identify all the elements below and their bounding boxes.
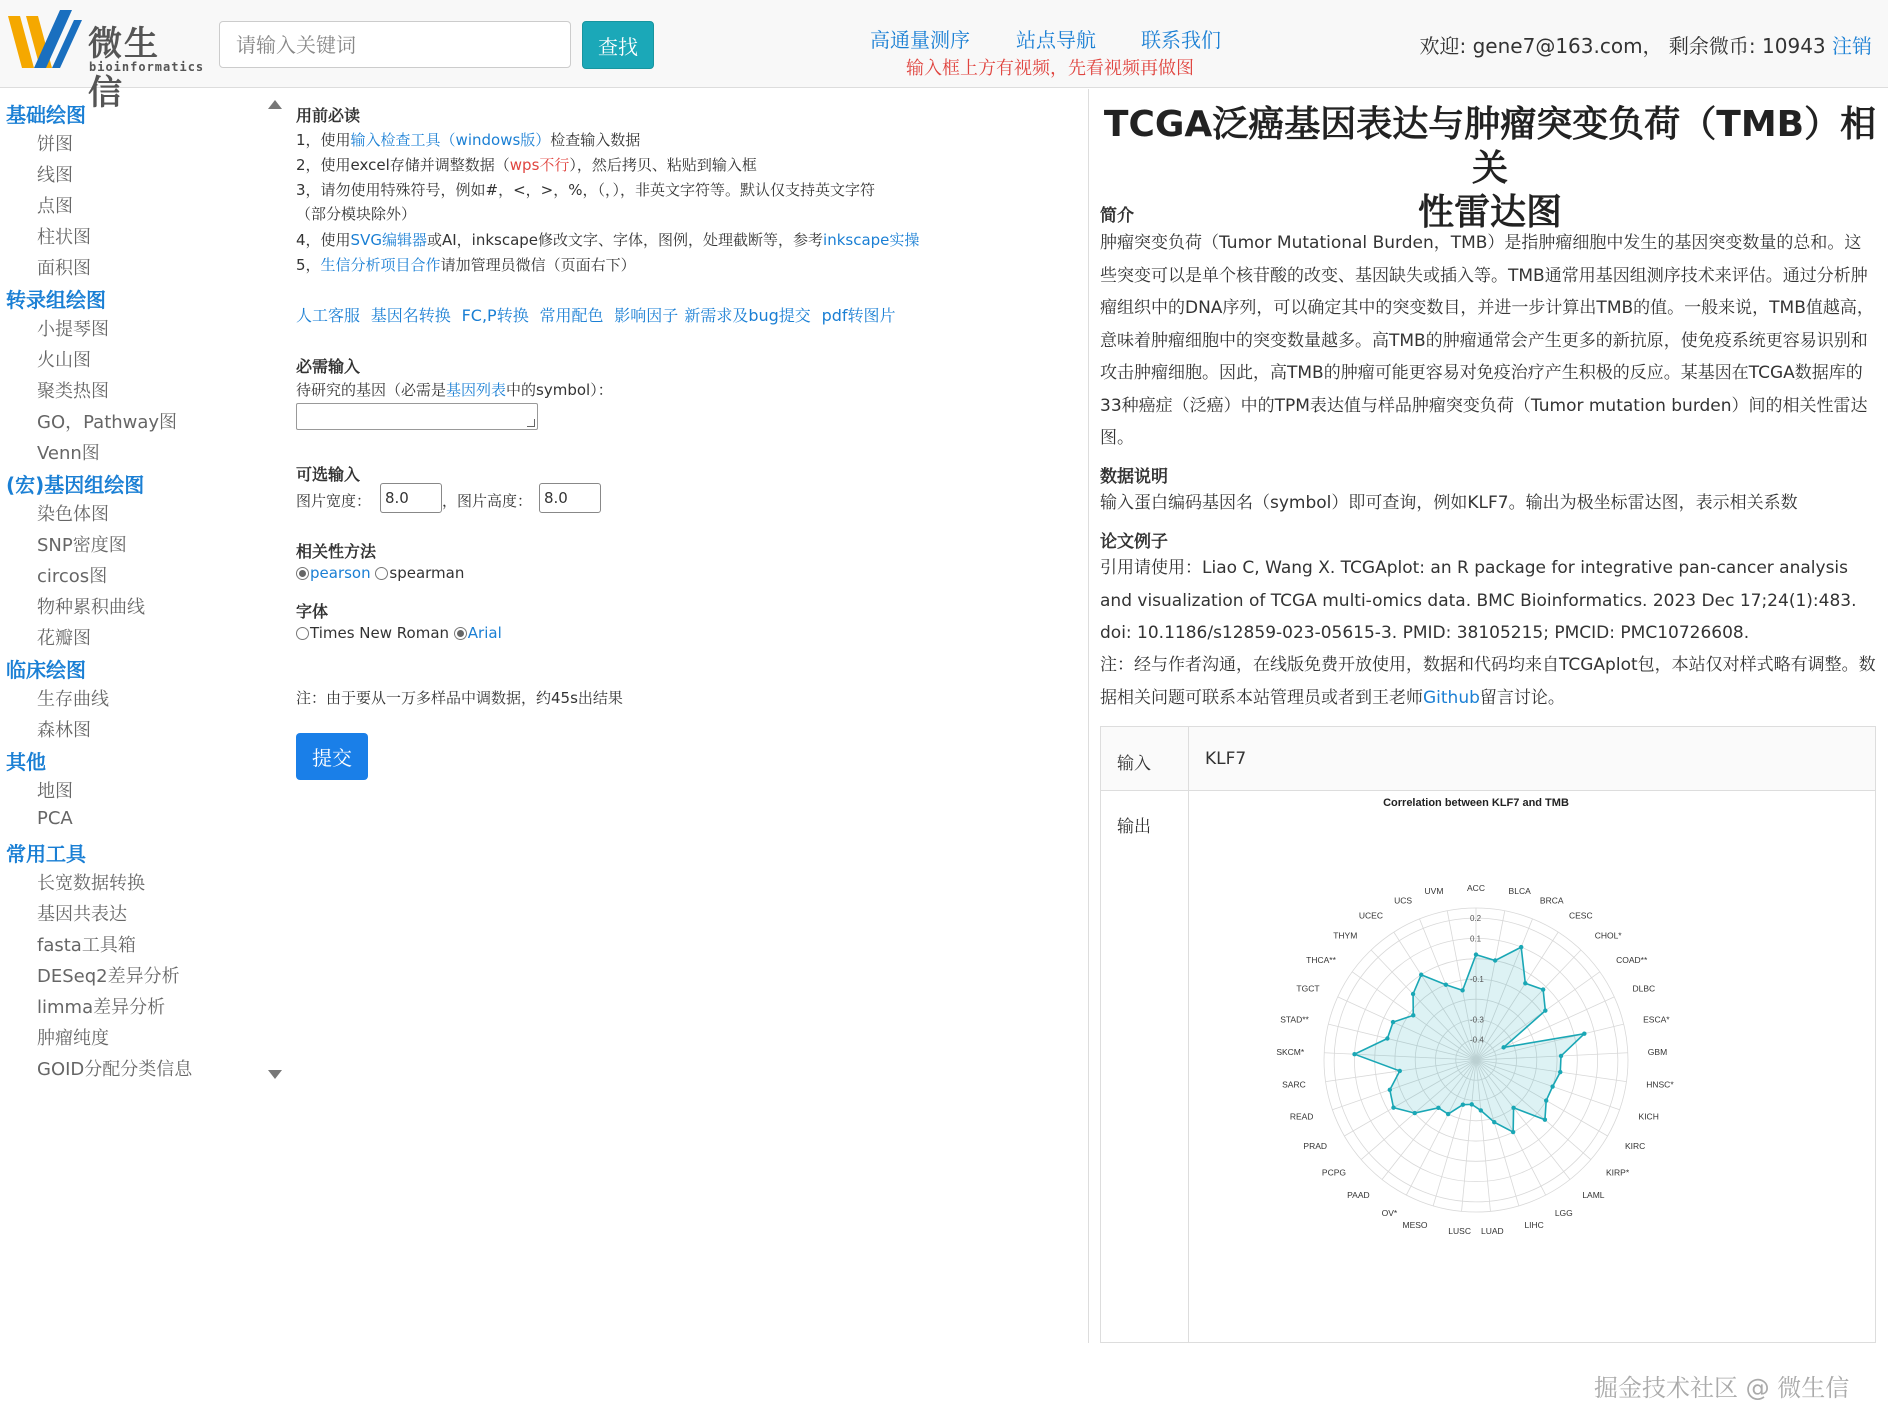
must-read-title: 用前必读 [296,106,361,125]
quick-link-pdf[interactable]: pdf转图片 [821,306,896,325]
sidebar-item-species-curve[interactable]: 物种累积曲线 [37,597,145,618]
category-label: STAD** [1280,1014,1309,1025]
sidebar-section-clinical[interactable]: 临床绘图 [6,658,86,682]
inkscape-link[interactable]: inkscape实操 [823,231,920,249]
tnr-label[interactable]: Times New Roman [310,624,450,642]
data-point-hnsc [1558,1070,1562,1074]
usage-note-suffix: 留言讨论。 [1479,687,1565,708]
sidebar-item-snp[interactable]: SNP密度图 [37,535,127,556]
spearman-radio[interactable] [375,567,388,580]
method-title: 相关性方法 [296,542,377,561]
rule-3: 3，请勿使用特殊符号，例如#，<，>，%，（，），非英文字符等。默认仅支持英文字符 [296,181,876,199]
scroll-down-icon[interactable] [268,1070,282,1079]
sidebar-section-basic[interactable]: 基础绘图 [6,103,86,127]
width-label: 图片宽度： [296,492,372,510]
tick-label: -0.3 [1470,1015,1484,1025]
data-point-stad [1385,1036,1389,1040]
required-input-desc [296,379,613,400]
sidebar-item-survival[interactable]: 生存曲线 [37,689,109,710]
sidebar-item-fasta[interactable]: fasta工具箱 [37,935,136,956]
data-point-thca [1411,1013,1415,1017]
category-label: GBM [1647,1046,1668,1057]
input-value: KLF7 [1205,749,1247,769]
data-point-laml [1511,1106,1515,1110]
rule-2 [296,154,757,175]
category-label: PAAD [1347,1190,1370,1201]
quick-link-fcp[interactable]: FC,P转换 [461,306,529,325]
category-label: KICH [1638,1111,1659,1122]
sidebar-item-violin[interactable]: 小提琴图 [37,319,109,340]
input-label: 输入 [1117,754,1151,774]
data-point-kich [1550,1084,1554,1088]
sidebar-section-genome[interactable]: (宏)基因组绘图 [6,473,145,497]
input-form [296,89,1086,1339]
category-label: PCPG [1321,1167,1347,1178]
search-input[interactable] [219,21,571,68]
rule-1 [296,129,640,150]
font-options [296,624,502,642]
category-label: LUSC [1448,1226,1471,1237]
intro-text: 肿瘤突变负荷（Tumor Mutational Burden，TMB）是指肿瘤细胞中发生的基因突变数量的总和。这些突变可以是单个核苷酸的改变、基因缺失或插入等。TMB通常用基因组测序技术来评估。通过分析肿瘤组织中的DNA序列，可以确定其中的突变数目，并进一步计算出TMB的值。一般来说，TMB值越高，意味着肿瘤细胞中的突变数量越多。高TMB的肿瘤通常会产生更多的新抗原，使免疫系统更容易识别和攻击肿瘤细胞。因此，高TMB的肿瘤可能更容易对免疫治疗产生积极的反应。某基因在TCGA数据库的33种癌症（泛癌）中的TPM表达值与样品肿瘤突变负荷（Tumor mutation burden）间的相关性雷达图。 [1100,233,1874,448]
usage-note-prefix: 注：经与作者沟通，在线版免费开放使用，数据和代码均来自TCGAplot包，本站仅对样式略有调整。数据相关问题可联系本站管理员或者到王老师 [1100,655,1876,708]
quick-link-colors[interactable]: 常用配色 [539,306,604,325]
category-label: OV* [1381,1207,1398,1218]
svg-editor-link[interactable]: SVG编辑器 [350,231,427,249]
data-point-skcm [1352,1052,1356,1056]
category-label: SKCM* [1276,1046,1305,1057]
data-point-esca [1582,1032,1586,1036]
user-info [1420,30,1872,59]
sidebar-item-dot[interactable]: 点图 [37,196,73,217]
timing-note: 注：由于要从一万多样品中调数据，约45s出结果 [296,689,623,707]
data-title: 数据说明 [1100,467,1168,487]
required-desc-prefix: 待研究的基因（必需是 [296,381,447,399]
data-point-acc [1474,952,1478,956]
sidebar-item-chromosome[interactable]: 染色体图 [37,504,109,525]
site-logo[interactable] [4,6,205,113]
rule-4 [296,229,919,250]
category-label: KIRP* [1605,1167,1630,1178]
table-column-divider [1188,727,1189,1342]
rule-4-prefix: 4，使用 [296,231,351,249]
page-title-line-1: TCGA泛癌基因表达与肿瘤突变负荷（TMB）相关 [1103,104,1877,189]
data-point-cesc [1523,981,1527,985]
sidebar-item-coexpression[interactable]: 基因共表达 [37,904,127,925]
submit-button[interactable]: 提交 [296,733,368,780]
sidebar-item-heatmap[interactable]: 聚类热图 [37,381,109,402]
cooperation-link[interactable]: 生信分析项目合作 [320,256,441,274]
logo-mark-icon [4,6,84,72]
height-input[interactable] [539,483,601,513]
category-label: READ [1289,1111,1314,1122]
data-point-read [1388,1088,1392,1092]
sidebar-item-venn[interactable]: Venn图 [37,443,100,464]
tick-label: -0.4 [1470,1035,1484,1045]
category-label: UCS [1394,895,1413,906]
data-point-dlbc [1501,1045,1505,1049]
sidebar-item-area[interactable]: 面积图 [37,258,91,279]
page-title-line-2: 性雷达图 [1417,192,1562,233]
data-point-ucs [1444,983,1448,987]
nav-sequencing[interactable]: 高通量测序 [870,28,970,52]
height-label: ，图片高度： [442,492,533,510]
arial-radio[interactable] [454,627,467,640]
data-point-pcpg [1413,1111,1417,1115]
rule-1-suffix: 检查输入数据 [550,131,641,149]
category-label: SARC [1282,1079,1306,1090]
sidebar-section-tools[interactable]: 常用工具 [6,842,86,866]
data-point-meso [1461,1103,1465,1107]
quick-link-support[interactable]: 人工客服 [296,306,361,325]
font-title: 字体 [296,602,329,621]
method-options [296,564,464,582]
category-label: KIRC [1624,1141,1646,1151]
rule-2-prefix: 2，使用excel存储并调整数据（ [296,156,510,174]
sidebar-item-limma[interactable]: limma差异分析 [37,997,166,1018]
sidebar-item-go[interactable]: GO，Pathway图 [37,412,178,433]
sidebar-item-circos[interactable]: circos图 [37,566,108,587]
width-input[interactable] [380,483,442,513]
sidebar-item-petal[interactable]: 花瓣图 [37,628,91,649]
sidebar-item-bar[interactable]: 柱状图 [37,227,91,248]
tick-label: 0.1 [1470,934,1482,944]
user-balance: 欢迎: gene7@163.com， 剩余微币: 10943 [1419,34,1826,58]
tnr-radio[interactable] [296,627,309,640]
input-check-tool-link[interactable]: 输入检查工具（windows版） [350,131,551,149]
watermark: 掘金技术社区 @ 微生信 [1594,1374,1850,1402]
data-text: 输入蛋白编码基因名（symbol）即可查询，例如KLF7。输出为极坐标雷达图，表示相关系数 [1100,493,1798,513]
panel-divider [1088,89,1089,1343]
category-label: THCA** [1306,955,1336,966]
data-point-gbm [1559,1054,1563,1058]
paper-title: 论文例子 [1100,532,1168,552]
category-label: PRAD [1303,1141,1328,1151]
rule-5-prefix: 5， [296,256,321,274]
rule-5 [296,254,636,275]
github-link[interactable]: Github [1423,687,1480,708]
category-label: TGCT [1296,983,1320,994]
category-label: LIHC [1524,1220,1544,1231]
paper-text: 引用请使用：Liao C, Wang X. TCGAplot: an R package for integrative pan-cancer analysis and visualization of TCGA multi-omics data. BMC Bioinformatics. 2023 Dec 17;24(1):483. doi: 10.1186/s12859-023-05615-3. PMID: 38105215; PMCID: PMC10726608. [1100,558,1857,643]
intro-title: 简介 [1100,206,1134,226]
sidebar-item-volcano[interactable]: 火山图 [37,350,91,371]
tick-label: -0.1 [1470,974,1484,984]
category-label: ACC [1467,883,1485,893]
sidebar-section-other[interactable]: 其他 [6,750,46,774]
category-label: UCEC [1358,910,1384,921]
data-point-uvm [1460,988,1464,992]
page-title [1100,103,1880,235]
data-point-chol [1541,987,1545,991]
sidebar-item-forest[interactable]: 森林图 [37,720,91,741]
sidebar-item-map[interactable]: 地图 [37,781,73,802]
rule-2-warning: wps不行 [509,156,570,174]
data-point-kirp [1543,1118,1547,1122]
rule-2-suffix: ），然后拷贝、粘贴到输入框 [569,156,757,174]
description-panel [1100,89,1880,1402]
nav-contact[interactable]: 联系我们 [1141,28,1221,52]
scroll-up-icon[interactable] [268,100,282,109]
sidebar-item-wide-long[interactable]: 长宽数据转换 [37,873,145,894]
data-point-lgg [1511,1130,1515,1134]
sidebar-item-deseq2[interactable]: DESeq2差异分析 [37,966,180,987]
rule-3-note: （部分模块除外） [296,205,417,223]
gene-input-textarea[interactable] [296,403,538,430]
category-label: CESC [1568,910,1593,921]
nav-site-map[interactable]: 站点导航 [1016,28,1096,52]
sidebar-item-pca[interactable]: PCA [37,808,73,829]
data-point-tgct [1391,1020,1395,1024]
quick-link-feedback[interactable]: 新需求及bug提交 [684,306,811,325]
logo-title: 微生信 [88,24,160,113]
data-point-ucec [1419,973,1423,977]
quick-links [296,303,902,326]
data-point-prad [1391,1105,1395,1109]
category-label: CHOL* [1594,930,1622,941]
sidebar [0,89,290,1089]
sidebar-item-purity[interactable]: 肿瘤纯度 [37,1028,109,1049]
category-label: UVM [1424,886,1444,897]
data-point-lusc [1470,1102,1474,1106]
data-point-paad [1436,1106,1440,1110]
optional-input-title: 可选输入 [296,465,361,484]
data-point-thym [1411,992,1415,996]
rule-1-prefix: 1，使用 [296,131,351,149]
data-point-ov [1446,1112,1450,1116]
category-label: MESO [1402,1220,1428,1231]
category-label: LUAD [1481,1226,1504,1237]
output-label: 输出 [1117,817,1151,837]
data-point-kirc [1544,1098,1548,1102]
quick-link-gene-convert[interactable]: 基因名转换 [370,306,451,325]
category-label: HNSC* [1646,1079,1674,1090]
category-label: DLBC [1632,983,1656,994]
category-label: THYM [1333,930,1358,941]
result-table [1100,726,1876,1343]
category-label: ESCA* [1643,1014,1670,1025]
data-point-coad [1543,1008,1547,1012]
required-input-title: 必需输入 [296,357,361,376]
sidebar-item-line[interactable]: 线图 [37,165,73,186]
category-label: LAML [1582,1190,1605,1201]
sidebar-section-transcriptome[interactable]: 转录组绘图 [6,288,106,312]
logo-subtitle: bioinformatics [89,60,205,74]
video-notice: 输入框上方有视频，先看视频再做图 [906,58,1194,79]
tick-label: 0.2 [1470,914,1482,924]
category-label: BRCA [1539,895,1564,906]
data-point-blca [1493,958,1497,962]
usage-note [1100,649,1878,714]
required-desc-suffix: 中的symbol）： [506,381,613,399]
gene-list-link[interactable]: 基因列表 [446,381,507,399]
sidebar-item-pie[interactable]: 饼图 [37,134,73,155]
sidebar-item-goid[interactable]: GOID分配分类信息 [37,1059,193,1080]
rule-5-suffix: 请加管理员微信（页面右下） [440,256,636,274]
pearson-label[interactable]: pearson [310,564,371,582]
data-point-brca [1519,945,1523,949]
pearson-radio[interactable] [296,567,309,580]
data-point-lihc [1492,1120,1496,1124]
category-label: BLCA [1508,886,1531,897]
data-point-luad [1479,1108,1483,1112]
category-label: LGG [1554,1207,1573,1218]
chart-title: Correlation between KLF7 and TMB [1383,797,1569,809]
data-point-sarc [1398,1069,1402,1073]
search-button[interactable]: 查找 [582,21,654,69]
rule-4-middle: 或AI，inkscape修改文字、字体，图例，处理截断等，参考 [426,231,824,249]
header [0,0,1888,113]
spearman-label[interactable]: spearman [389,564,465,582]
logout-link[interactable]: 注销 [1832,34,1872,58]
radar-chart [1191,782,1871,1342]
category-label: COAD** [1616,955,1648,966]
arial-label[interactable]: Arial [467,624,502,642]
quick-link-impact[interactable]: 影响因子 [614,306,679,325]
